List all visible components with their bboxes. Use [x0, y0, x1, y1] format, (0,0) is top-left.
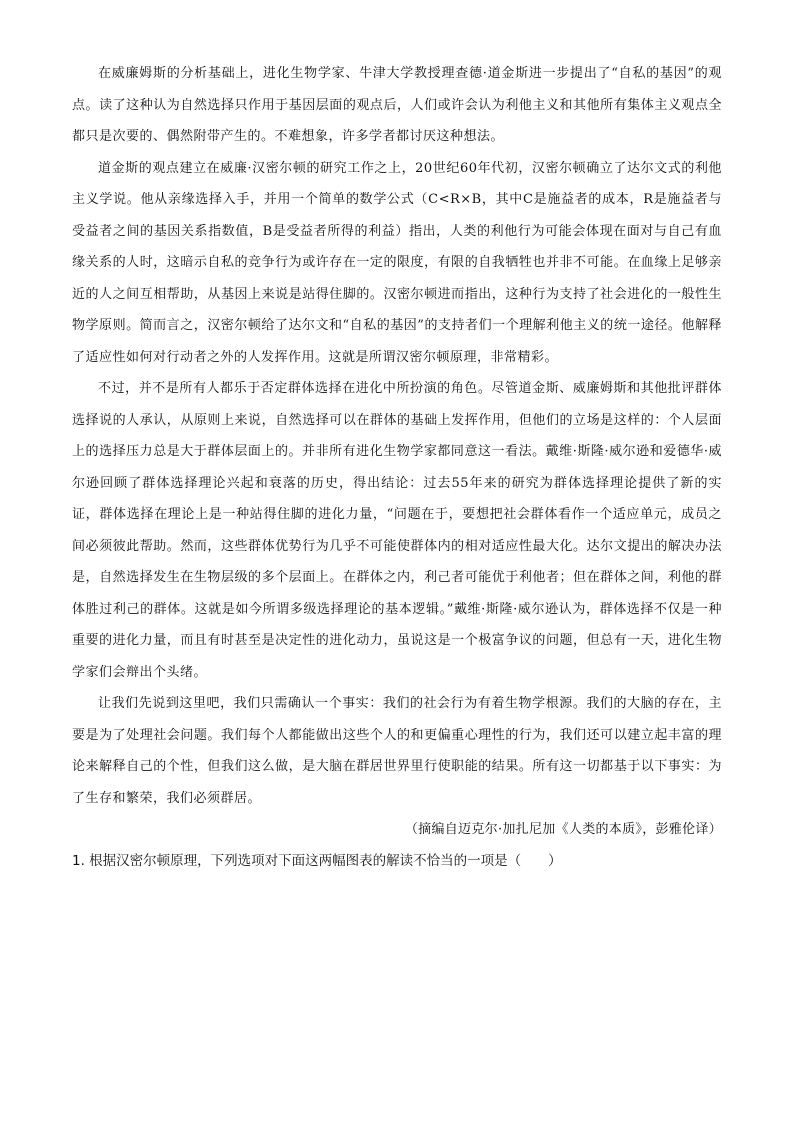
article-paragraph-3: 不过，并不是所有人都乐于否定群体选择在进化中所扮演的角色。尽管道金斯、威廉姆斯和其他批评群体选择说的人承认，从原则上来说，自然选择可以在群体的基础上发挥作用，但他们的立场是这样的：个人层面上的选择压力总是大于群体层面上的。并非所有进化生物学家都同意这一看法。戴维·斯隆·威尔逊和爱德华·威尔逊回顾了群体选择理论兴起和衰落的历史，得出结论：过去55年来的研究为群体选择理论提供了新的实证，群体选择在理论上是一种站得住脚的进化力量，“问题在于，要想把社会群体看作一个适应单元，成员之间必须彼此帮助。然而，这些群体优势行为几乎不可能使群体内的相对适应性最大化。达尔文提出的解决办法是，自然选择发生在生物层级的多个层面上。在群体之内，利己者可能优于利他者；但在群体之间，利他的群体胜过利己的群体。这就是如今所谓多级选择理论的基本逻辑。”戴维·斯隆·威尔逊认为，群体选择不仅是一种重要的进化力量，而且有时甚至是决定性的进化动力，虽说这是一个极富争议的问题，但总有一天，进化生物学家们会辩出个头绪。 — [72, 381, 722, 680]
article-body — [72, 58, 722, 845]
question-1-stem: 1. 根据汉密尔顿原理，下列选项对下面这两幅图表的解读不恰当的一项是（ ） — [72, 853, 562, 869]
article-paragraph-1: 在威廉姆斯的分析基础上，进化生物学家、牛津大学教授理查德·道金斯进一步提出了“自私的基因”的观点。读了这种认为自然选择只作用于基因层面的观点后，人们或许会认为利他主义和其他所有集体主义观点全都只是次要的、偶然附带产生的。不难想象，许多学者都讨厌这种想法。 — [72, 66, 722, 144]
article-paragraph-2: 道金斯的观点建立在威廉·汉密尔顿的研究工作之上，20世纪60年代初，汉密尔顿确立了达尔文式的利他主义学说。他从亲缘选择入手，并用一个简单的数学公式（C<R×B，其中C是施益者的成本，R是施益者与受益者之间的基因关系指数值，B是受益者所得的利益）指出，人类的利他行为可能会体现在面对与自己有血缘关系的人时，这暗示自私的竞争行为或许存在一定的限度，有限的自我牺牲也并非不可能。在血缘上足够亲近的人之间互相帮助，从基因上来说是站得住脚的。汉密尔顿进而指出，这种行为支持了社会进化的一般性生物学原则。简而言之，汉密尔顿给了达尔文和“自私的基因”的支持者们一个理解利他主义的统一途径。他解释了适应性如何对行动者之外的人发挥作用。这就是所谓汉密尔顿原理，非常精彩。 — [72, 160, 722, 365]
document-page — [72, 58, 722, 875]
article-paragraph-4: 让我们先说到这里吧，我们只需确认一个事实：我们的社会行为有着生物学根源。我们的大脑的存在，主要是为了处理社会问题。我们每个人都能做出这些个人的和更偏重心理性的行为，我们还可以建立起丰富的理论来解释自己的个性，但我们这么做，是大脑在群居世界里行使职能的结果。所有这一切都基于以下事实：为了生存和繁荣，我们必须群居。 — [72, 696, 722, 806]
article-source-citation: （摘编自迈克尔·加扎尼加《人类的本质》，彭雅伦译） — [404, 822, 722, 837]
